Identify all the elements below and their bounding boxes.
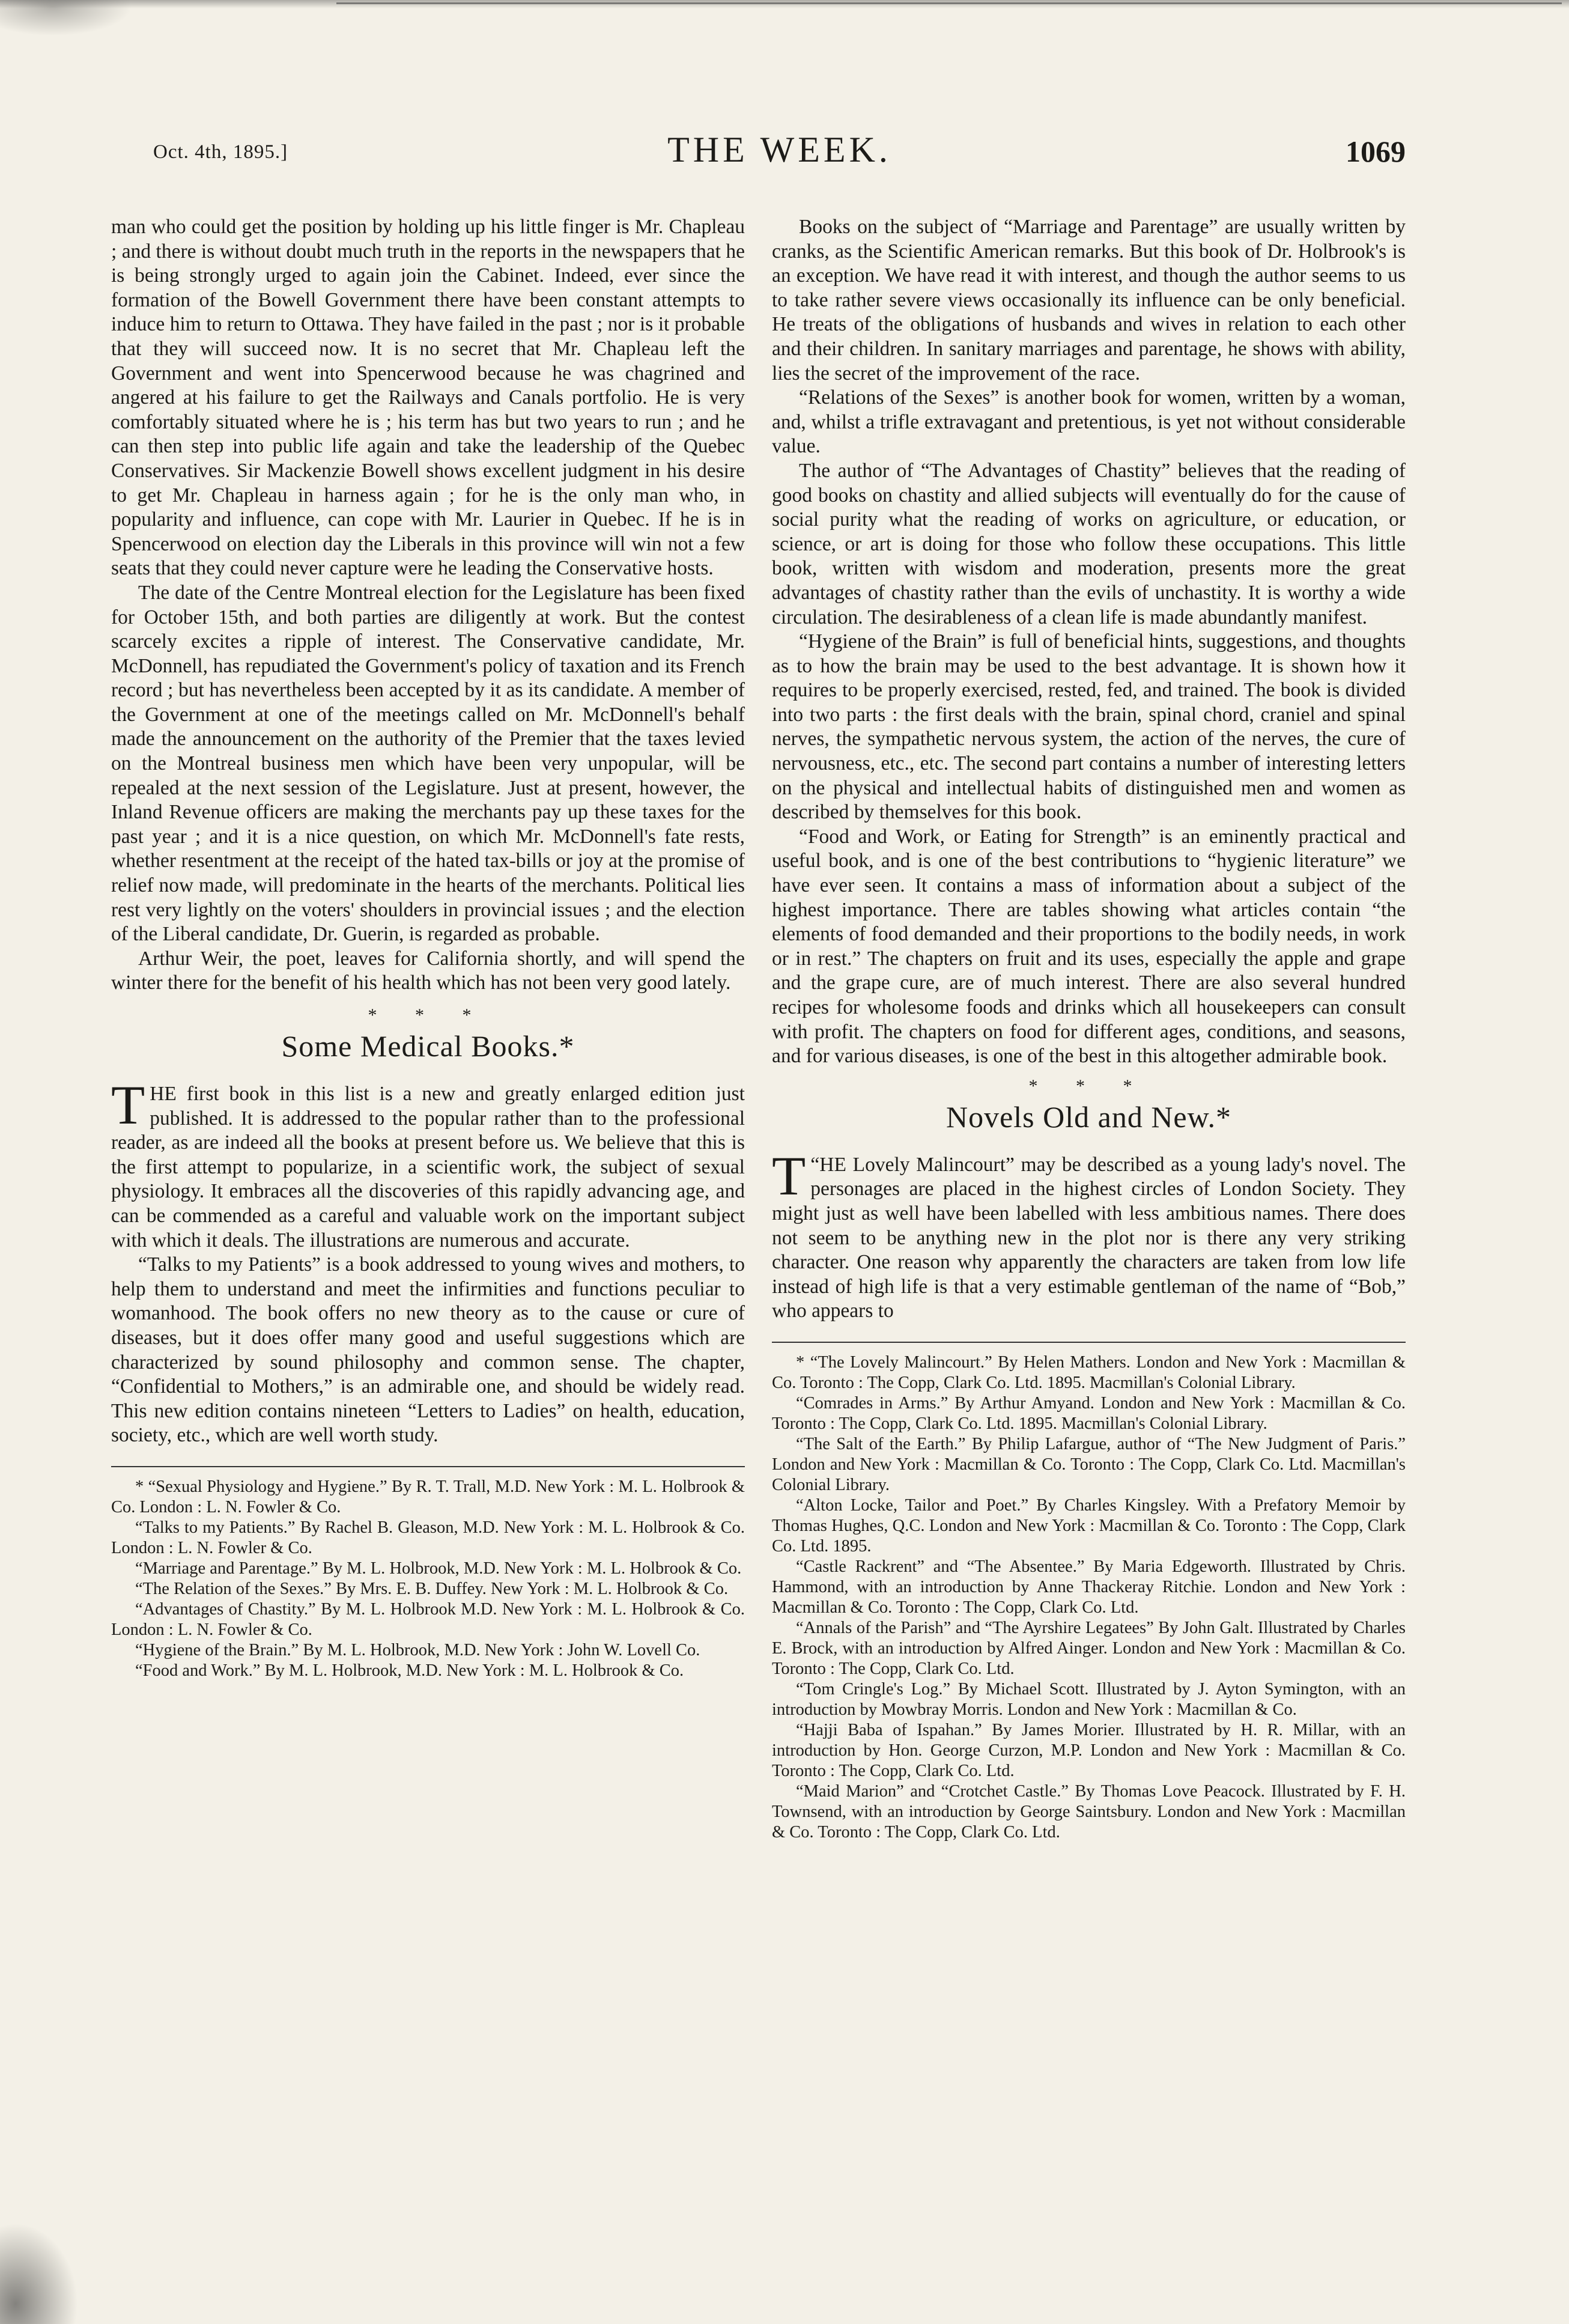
article-paragraph: “Food and Work, or Eating for Strength” is an eminently practical and useful book, and is one of the best contributions to “hygienic literature” we have ever seen. It contains a mass of information about a subject of the highest importance. There are tables showing what articles contain “the elements of food demanded and their proportions to the bodily needs, in work or in rest.” The chapters on fruit and its uses, especially the apple and grape and the grape cure, are of much interest. There are also several hundred recipes for wholesome foods and drinks which all housekeepers can consult with profit. The chapters on food for different ages, conditions, and seasons, and for various diseases, is one of the best in this altogether admirable book.	[772, 825, 1406, 1068]
masthead-title: THE WEEK.	[667, 130, 891, 169]
left-column	[111, 215, 745, 1681]
footnotes	[772, 1352, 1406, 1843]
footnotes	[111, 1477, 745, 1681]
section-opening-text: HE Lovely Malincourt” may be described as a young lady's novel. The personages are placed in the highest circles of London Society. They might just as well have been labelled with less ambitious names. There does not seem to be anything new in the plot nor is there any very striking character. One reason why apparently the characters are taken from low life instead of high life is that a very estimable gentleman of the name of “Bob,” who appears to	[772, 1153, 1406, 1322]
footnote: “The Relation of the Sexes.” By Mrs. E. B. Duffey. New York : M. L. Holbrook & Co.	[135, 1579, 729, 1598]
page-number: 1069	[1346, 135, 1406, 168]
top-edge-rule	[336, 2, 1562, 4]
section-opening-paragraph	[772, 1145, 1406, 1324]
footnote: “Food and Work.” By M. L. Holbrook, M.D. New York : M. L. Holbrook & Co.	[135, 1661, 684, 1680]
article-paragraph: The author of “The Advantages of Chastity” believes that the reading of good books on chastity and allied subjects will eventually do for the cause of social purity what the reading of works on agriculture, or education, or science, or art is doing for those who follow these occupations. This little book, written with wisdom and moderation, presents more the great advantages of chastity rather than the evils of unchastity. It is worthy a wide circulation. The desirableness of a clean life is made abundantly manifest.	[772, 459, 1406, 628]
article-paragraph: “Relations of the Sexes” is another book for women, written by a woman, and, whilst a trifle extravagant and pretentious, is yet not without considerable value.	[772, 386, 1406, 458]
footnote: “Castle Rackrent” and “The Absentee.” By Maria Edgeworth. Illustrated by Chris. Hammond, with an introduction by Anne Thackeray Ritchie. London and New York : Macmillan & Co. Toronto : The Copp, Clark Co. Ltd.	[772, 1557, 1406, 1617]
section-title-novels: Novels Old and New.*	[945, 1100, 1231, 1134]
footnote: “Maid Marion” and “Crotchet Castle.” By Thomas Love Peacock. Illustrated by F. H. Townsend, with an introduction by George Saintsbury. London and New York : Macmillan & Co. Toronto : The Copp, Clark Co. Ltd.	[772, 1781, 1406, 1842]
footnote: “Advantages of Chastity.” By M. L. Holbrook M.D. New York : M. L. Holbrook & Co. London : L. N. Fowler & Co.	[111, 1599, 745, 1639]
article-paragraph: “Talks to my Patients” is a book addressed to young wives and mothers, to help them to understand and meet the infirmities and functions peculiar to womanhood. The book offers no new theory as to the cause or cure of diseases, but it does offer many good and useful suggestions which are characterized by sound philosophy and common sense. The chapter, “Confidential to Mothers,” is an admirable one, and should be widely read. This new edition contains nineteen “Letters to Ladies” on health, education, society, etc., which are well worth study.	[111, 1253, 745, 1447]
footnote-rule	[772, 1342, 1406, 1343]
page-header	[153, 129, 1406, 183]
article-paragraph: “Hygiene of the Brain” is full of beneficial hints, suggestions, and thoughts as to how the brain may be used to the best advantage. It is shown how it requires to be properly exercised, rested, fed, and trained. The book is divided into two parts : the first deals with the brain, spinal chord, craniel and spinal nerves, the sympathetic nervous system, the action of the nerves, the cure of nervousness, etc., etc. The second part contains a number of interesting letters on the physical and intellectual habits of distinguished men and women as described by themselves for this book.	[772, 630, 1406, 824]
right-column	[772, 215, 1406, 1843]
footnote: * “The Lovely Malincourt.” By Helen Mathers. London and New York : Macmillan & Co. Toronto : The Copp, Clark Co. Ltd. 1895. Macmillan's Colonial Library.	[772, 1352, 1406, 1392]
section-opening-paragraph	[111, 1074, 745, 1253]
article-paragraph: Arthur Weir, the poet, leaves for California shortly, and will spend the winter there for the benefit of his health which has not been very good lately.	[111, 947, 745, 994]
article-paragraph: The date of the Centre Montreal election for the Legislature has been fixed for October 15th, and both parties are diligently at work. But the contest scarcely excites a ripple of interest. The Conservative candidate, Mr. McDonnell, has repudiated the Government's policy of taxation and its French record ; but has nevertheless been accepted by it as its candidate. A member of the Government at one of the meetings called on Mr. McDonnell's behalf made the announcement on the authority of the Premier that the taxes levied on the Montreal business men which have been very unpopular, will be repealed at the next session of the Legislature. Just at present, however, the Inland Revenue officers are making the merchants pay up these taxes for the past year ; and it is a nice question, on which Mr. McDonnell's fate rests, whether resentment at the receipt of the hated tax-bills or joy at the promise of relief now made, will predominate in the hearts of the merchants. Political lies rest very lightly on the voters' shoulders in provincial issues ; and the election of the Liberal candidate, Dr. Guerin, is regarded as probable.	[111, 581, 745, 946]
section-divider-stars: * * *	[1028, 1075, 1149, 1096]
issue-date: Oct. 4th, 1895.]	[153, 141, 288, 163]
drop-cap: T	[772, 1145, 806, 1206]
scan-smudge-top-left	[0, 0, 132, 36]
section-opening-text: HE first book in this list is a new and greatly enlarged edition just published. It is addressed to the popular rather than to the professional reader, as are indeed all the books at present before us. We believe that this is the first attempt to popularize, in a scientific work, the subject of sexual physiology. It embraces all the discoveries of this rapidly advancing age, and can be commended as a careful and valuable work on the important subject with which it deals. The illustrations are numerous and accurate.	[111, 1083, 745, 1252]
footnote: “Annals of the Parish” and “The Ayrshire Legatees” By John Galt. Illustrated by Charles E. Brock, with an introduction by Alfred Ainger. London and New York : Macmillan & Co. Toronto : The Copp, Clark Co. Ltd.	[772, 1618, 1406, 1678]
footnote-rule	[111, 1466, 745, 1467]
footnote: “Comrades in Arms.” By Arthur Amyand. London and New York : Macmillan & Co. Toronto : The Copp, Clark Co. Ltd. 1895. Macmillan's Colonial Library.	[772, 1393, 1406, 1433]
article-paragraph: Books on the subject of “Marriage and Parentage” are usually written by cranks, as the Scientific American remarks. But this book of Dr. Holbrook's is an exception. We have read it with interest, and though the author seems to us to take rather severe views occasionally its influence can be only beneficial. He treats of the obligations of husbands and wives in relation to each other and their children. In sanitary marriages and parentage, he shows with ability, lies the secret of the improvement of the race.	[772, 216, 1406, 385]
opening-quote: “	[810, 1153, 820, 1176]
footnote: “Hajji Baba of Ispahan.” By James Morier. Illustrated by H. R. Millar, with an introduction by Hon. George Curzon, M.P. London and New York : Macmillan & Co. Toronto : The Copp, Clark Co. Ltd.	[772, 1720, 1406, 1780]
footnote: “Hygiene of the Brain.” By M. L. Holbrook, M.D. New York : John W. Lovell Co.	[135, 1640, 700, 1659]
section-title-medical-books: Some Medical Books.*	[281, 1029, 575, 1063]
footnote: “The Salt of the Earth.” By Philip Lafargue, author of “The New Judgment of Paris.” London and New York : Macmillan & Co. Toronto : The Copp, Clark Co. Ltd. Macmillan's Colonial Library.	[772, 1434, 1406, 1494]
footnote: “Alton Locke, Tailor and Poet.” By Charles Kingsley. With a Prefatory Memoir by Thomas Hughes, Q.C. London and New York : Macmillan & Co. Toronto : The Copp, Clark Co. Ltd. 1895.	[772, 1495, 1406, 1556]
drop-cap: T	[111, 1074, 145, 1136]
footnote: * “Sexual Physiology and Hygiene.” By R. T. Trall, M.D. New York : M. L. Holbrook & Co. London : L. N. Fowler & Co.	[111, 1477, 745, 1516]
footnote: “Tom Cringle's Log.” By Michael Scott. Illustrated by J. Ayton Symington, with an introduction by Mowbray Morris. London and New York : Macmillan & Co.	[772, 1679, 1406, 1719]
footnote: “Marriage and Parentage.” By M. L. Holbrook, M.D. New York : M. L. Holbrook & Co.	[135, 1559, 742, 1578]
section-divider-stars: * * *	[368, 1005, 488, 1025]
scan-edge-shadow	[0, 0, 1569, 8]
footnote: “Talks to my Patients.” By Rachel B. Gleason, M.D. New York : M. L. Holbrook & Co. London : L. N. Fowler & Co.	[111, 1518, 745, 1557]
scan-smudge-bottom-left	[0, 2223, 78, 2324]
article-paragraph: man who could get the position by holding up his little finger is Mr. Chapleau ; and there is without doubt much truth in the reports in the newspapers that he is being strongly urged to again join the Cabinet. Indeed, ever since the formation of the Bowell Government there have been constant attempts to induce him to return to Ottawa. They have failed in the past ; nor is it probable that they will succeed now. It is no secret that Mr. Chapleau left the Government and went into Spencerwood because he was chagrined and angered at his failure to get the Railways and Canals portfolio. He is very comfortably situated where he is ; his term has but two years to run ; and he can then step into public life again and take the leadership of the Quebec Conservatives. Sir Mackenzie Bowell shows excellent judgment in his desire to get Mr. Chapleau in harness again ; for he is the only man who, in popularity and influence, can cope with Mr. Laurier in Quebec. If he is in Spencerwood on election day the Liberals in this province will win not a few seats that they could never capture were he leading the Conservative hosts.	[111, 216, 745, 580]
